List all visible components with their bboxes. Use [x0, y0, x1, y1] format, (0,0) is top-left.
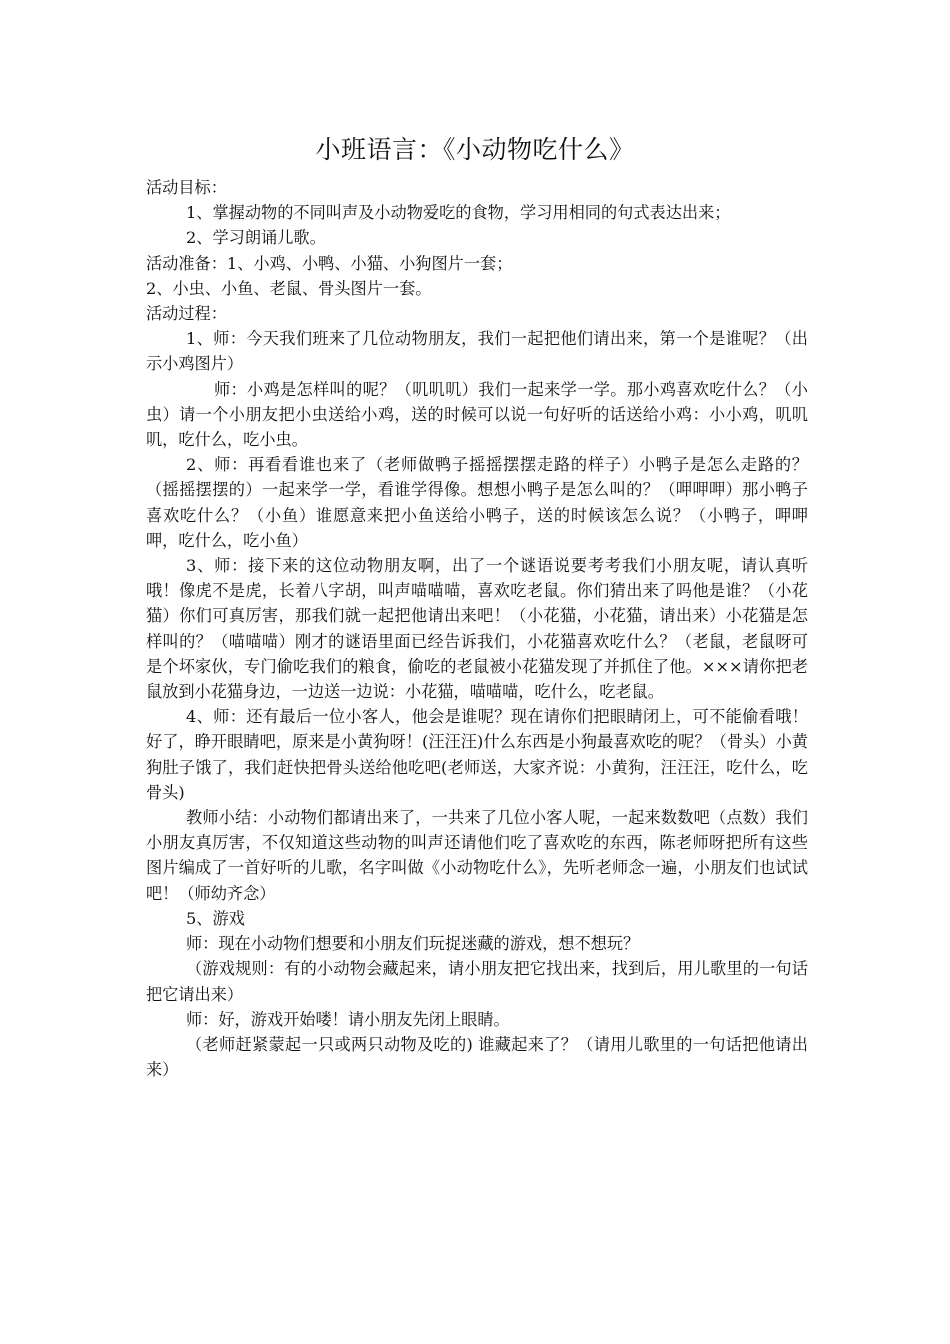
- game-heading: 5、游戏: [186, 908, 245, 928]
- process-paragraph: 3、师：接下来的这位动物朋友啊，出了一个谜语说要考考我们小朋友呢，请认真听哦！像虎不是虎，长着八字胡，叫声喵喵喵，喜欢吃老鼠。你们猜出来了吗他是谁？（小花猫）你们可真厉害，那我们就一起把他请出来吧！（小花猫，小花猫，请出来）小花猫是怎样叫的？（喵喵喵）刚才的谜语里面已经告诉我们，小花猫喜欢吃什么？（老鼠，老鼠呀可是个坏家伙，专门偷吃我们的粮食，偷吃的老鼠被小花猫发现了并抓住了他。×××请你把老鼠放到小花猫身边，一边送一边说：小花猫，喵喵喵，吃什么，吃老鼠。: [146, 556, 808, 702]
- document-title: 小班语言：《小动物吃什么》: [315, 135, 635, 164]
- goals-heading: 活动目标：: [146, 178, 227, 197]
- document-body: [146, 175, 808, 1082]
- game-paragraph: 师：现在小动物们想要和小朋友们玩捉迷藏的游戏，想不想玩？: [186, 934, 640, 954]
- process-paragraph: 师：小鸡是怎样叫的呢？（叽叽叽）我们一起来学一学。那小鸡喜欢吃什么？（小虫）请一个小朋友把小虫送给小鸡，送的时候可以说一句好听的话送给小鸡：小小鸡，叽叽叽，吃什么，吃小虫。: [146, 379, 808, 450]
- goal-item: 2、学习朗诵儿歌。: [186, 228, 326, 248]
- process-paragraph: 4、师：还有最后一位小客人，他会是谁呢？现在请你们把眼睛闭上，可不能偷看哦！好了，睁开眼睛吧，原来是小黄狗呀！(汪汪汪)什么东西是小狗最喜欢吃的呢？（骨头）小黄狗肚子饿了，我们赶快把骨头送给他吃吧(老师送，大家齐说：小黄狗，汪汪汪，吃什么，吃骨头): [146, 707, 808, 802]
- process-heading: 活动过程：: [146, 304, 227, 324]
- summary-paragraph: 教师小结：小动物们都请出来了，一共来了几位小客人呢，一起来数数吧（点数）我们小朋友真厉害，不仅知道这些动物的叫声还请他们吃了喜欢吃的东西，陈老师呀把所有这些图片编成了一首好听的儿歌，名字叫做《小动物吃什么》，先听老师念一遍，小朋友们也试试吧！（师幼齐念）: [146, 808, 808, 903]
- preparation-line: 活动准备：1、小鸡、小鸭、小猫、小狗图片一套；: [146, 253, 513, 273]
- game-paragraph: 师：好，游戏开始喽！请小朋友先闭上眼睛。: [186, 1009, 510, 1029]
- game-rules: （游戏规则：有的小动物会藏起来，请小朋友把它找出来，找到后，用儿歌里的一句话把它请出来）: [146, 959, 808, 1004]
- process-paragraph: 1、师：今天我们班来了几位动物朋友，我们一起把他们请出来，第一个是谁呢？（出示小鸡图片）: [146, 329, 808, 374]
- goal-item: 1、掌握动物的不同叫声及小动物爱吃的食物，学习用相同的句式表达出来；: [186, 203, 731, 223]
- preparation-line: 2、小虫、小鱼、老鼠、骨头图片一套。: [146, 278, 432, 298]
- process-paragraph: 2、师：再看看谁也来了（老师做鸭子摇摇摆摆走路的样子）小鸭子是怎么走路的？（摇摇摆摆的）一起来学一学，看谁学得像。想想小鸭子是怎么叫的？（呷呷呷）那小鸭子喜欢吃什么？（小鱼）谁愿意来把小鱼送给小鸭子，送的时候该怎么说？（小鸭子，呷呷呷，吃什么，吃小鱼）: [146, 455, 808, 550]
- game-paragraph: （老师赶紧蒙起一只或两只动物及吃的) 谁藏起来了？（请用儿歌里的一句话把他请出来）: [146, 1034, 808, 1080]
